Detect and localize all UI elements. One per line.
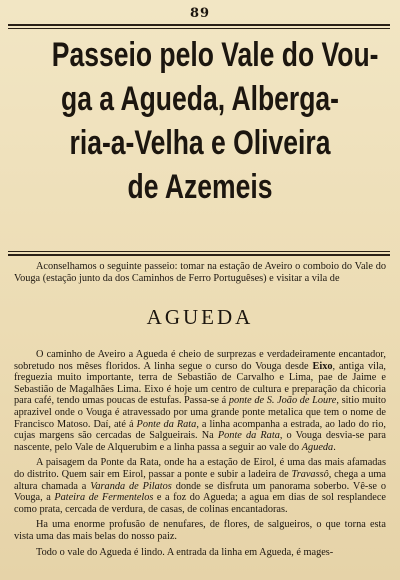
text-run: . <box>333 441 336 453</box>
text-run: , a linha acompanha a estrada, ao lado do rio, cujas margens são cercadas de Salgueirais. Na <box>14 418 387 442</box>
place-name: Eixo <box>312 360 333 372</box>
page-number: 89 <box>189 6 211 21</box>
divider <box>8 254 390 256</box>
text-run: donde se disfruta um panorama soberbo. Vê-se o Vouga, a <box>14 480 386 504</box>
title-line: ga a Agueda, Alberga- <box>60 80 340 118</box>
title-line: Passeio pelo Vale do Vou- <box>51 36 379 74</box>
body-paragraph <box>14 457 386 515</box>
place-name: Pateira de Fermentelos <box>54 492 154 504</box>
place-name: Varanda de Pilatos <box>90 480 172 492</box>
divider <box>8 28 390 29</box>
section-heading: AGUEDA <box>146 305 254 329</box>
text-run: , chega a uma altura chamada a <box>14 468 386 492</box>
title-line: ria-a-Velha e Oliveira <box>69 124 331 162</box>
divider <box>8 24 390 26</box>
text-run: O caminho de Aveiro a Agueda é cheio de surprezas e verdadeiramente encantador, sobretudo nos mêses floridos. A linha segue o curso do Vouga desde <box>14 349 386 372</box>
place-name: ponte de S. João de Loure <box>228 395 337 407</box>
text-run: , o Vouga desvia-se para nascente, pelo Vale de Alquerubim e a linha passa a seguir ao vale do <box>14 430 386 453</box>
place-name: Travassô <box>291 468 329 480</box>
text-run: e a foz do Agueda; a agua em dias de sol resplandece como prata, cercada de verdura, de casas, de colinas encantadoras. <box>14 492 386 515</box>
place-name: Ponte da Rata <box>217 430 280 442</box>
body-paragraph <box>14 349 386 453</box>
page-title <box>51 33 379 209</box>
body-paragraph: Ha uma enorme profusão de nenufares, de flores, de salgueiros, o que torna esta vista uma das mais belas do nosso paiz. <box>14 519 386 542</box>
intro-paragraph <box>14 261 386 284</box>
place-name: Agueda <box>301 441 334 453</box>
text-run: , antiga vila, freguezia muito importante, terra de Sebastião de Carvalho e Lima, pae de Jaime e Sebastião de Magalhães Lima. Eixo é hoje um centro de cultura e preparação da chicoria para café, tendo umas poucas de estufas. Passa-se á <box>14 360 386 407</box>
text-run: , sitio muito aprazivel onde o Vouga é atravessado por uma grande ponte metalica que tem o nome de Francisco Matoso. Daí, até á <box>14 395 386 430</box>
intro-text: Aconselhamos o seguinte passeio: tomar na estação de Aveiro o comboio do Vale do Vouga (estação junto da dos Caminhos de Ferro Portuguêses) e visitar a vila de <box>14 261 386 284</box>
text-run: A paisagem da Ponte da Rata, onde ha a estação de Eirol, é uma das mais afamadas do distrito. Quem sair em Eirol, passar a ponte e subir a ladeira de <box>14 457 386 480</box>
title-line: de Azemeis <box>127 168 273 206</box>
body-paragraph: Todo o vale do Agueda é lindo. A entrada da linha em Agueda, é mages- <box>36 546 334 558</box>
divider <box>8 251 390 252</box>
article-body <box>14 349 386 558</box>
place-name: Ponte da Rata <box>136 418 197 430</box>
